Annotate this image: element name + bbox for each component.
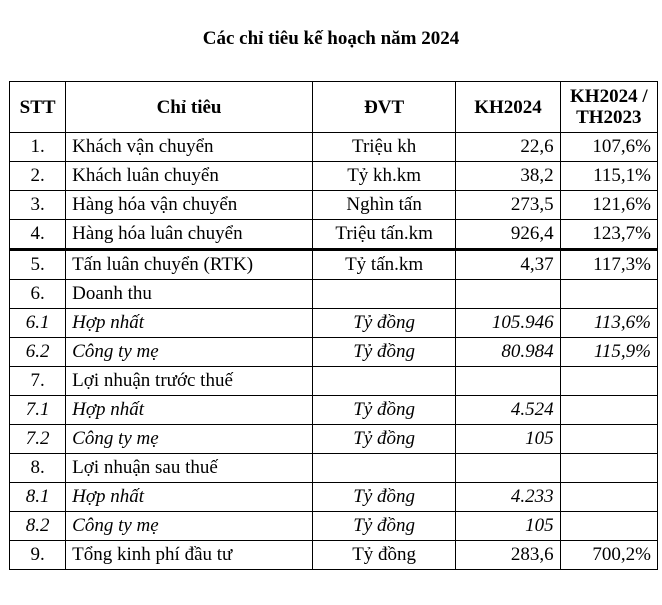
row-unit [312,280,455,309]
row-stt: 6.2 [10,338,66,367]
row-unit: Triệu tấn.km [312,220,455,250]
header-ratio-line1: KH2024 / [570,86,648,107]
row-unit: Tỷ đồng [312,338,455,367]
table-row [10,133,658,162]
plan-targets-table [9,81,658,570]
row-name: Hàng hóa luân chuyển [66,220,313,250]
row-unit [312,454,455,483]
row-name: Tổng kinh phí đầu tư [66,541,313,570]
row-name: Hợp nhất [66,309,313,338]
row-ratio: 123,7% [560,220,657,250]
row-ratio: 700,2% [560,541,657,570]
table-row [10,454,658,483]
header-plan: KH2024 [456,82,560,133]
table-row [10,483,658,512]
table-row [10,425,658,454]
row-ratio: 115,1% [560,162,657,191]
header-ratio-line2: TH2023 [576,107,642,128]
row-stt: 5. [10,250,66,280]
table-body [10,133,658,570]
row-ratio [560,425,657,454]
row-stt: 6.1 [10,309,66,338]
row-stt: 8.1 [10,483,66,512]
row-unit: Nghìn tấn [312,191,455,220]
row-plan: 4.524 [456,396,560,425]
row-plan: 105.946 [456,309,560,338]
row-plan: 4,37 [456,250,560,280]
row-stt: 8. [10,454,66,483]
document-title: Các chỉ tiêu kế hoạch năm 2024 [202,28,460,49]
row-name: Công ty mẹ [66,338,313,367]
row-plan: 4.233 [456,483,560,512]
row-plan [456,454,560,483]
table-row [10,250,658,280]
row-unit: Tỷ đồng [312,512,455,541]
row-unit: Tỷ đồng [312,425,455,454]
row-name: Công ty mẹ [66,512,313,541]
row-stt: 6. [10,280,66,309]
row-name: Khách luân chuyển [66,162,313,191]
row-name: Lợi nhuận trước thuế [66,367,313,396]
row-ratio [560,512,657,541]
row-ratio [560,280,657,309]
row-ratio: 115,9% [560,338,657,367]
row-unit: Tỷ đồng [312,309,455,338]
row-name: Hàng hóa vận chuyển [66,191,313,220]
table-row [10,338,658,367]
row-name: Hợp nhất [66,483,313,512]
row-unit: Tỷ tấn.km [312,250,455,280]
row-stt: 3. [10,191,66,220]
row-stt: 1. [10,133,66,162]
row-name: Doanh thu [66,280,313,309]
header-stt: STT [10,82,66,133]
table-row [10,367,658,396]
table-row [10,220,658,250]
row-plan [456,367,560,396]
row-plan: 105 [456,512,560,541]
row-ratio: 121,6% [560,191,657,220]
row-name: Hợp nhất [66,396,313,425]
header-name: Chỉ tiêu [66,82,313,133]
row-ratio [560,367,657,396]
row-stt: 9. [10,541,66,570]
row-ratio: 113,6% [560,309,657,338]
row-stt: 8.2 [10,512,66,541]
row-plan: 926,4 [456,220,560,250]
table-row [10,396,658,425]
row-plan [456,280,560,309]
row-unit: Triệu kh [312,133,455,162]
row-name: Công ty mẹ [66,425,313,454]
row-plan: 283,6 [456,541,560,570]
table-row [10,191,658,220]
table-header-row [10,82,658,133]
row-unit: Tỷ đồng [312,396,455,425]
row-plan: 273,5 [456,191,560,220]
row-name: Lợi nhuận sau thuế [66,454,313,483]
header-unit: ĐVT [312,82,455,133]
row-unit: Tỷ kh.km [312,162,455,191]
row-name: Tấn luân chuyển (RTK) [66,250,313,280]
row-stt: 2. [10,162,66,191]
table-row [10,541,658,570]
row-ratio: 107,6% [560,133,657,162]
row-stt: 4. [10,220,66,250]
row-ratio: 117,3% [560,250,657,280]
row-stt: 7.1 [10,396,66,425]
row-unit: Tỷ đồng [312,483,455,512]
row-unit [312,367,455,396]
row-ratio [560,454,657,483]
row-stt: 7.2 [10,425,66,454]
table-row [10,280,658,309]
table-row [10,309,658,338]
row-ratio [560,483,657,512]
table-row [10,162,658,191]
table-row [10,512,658,541]
row-plan: 80.984 [456,338,560,367]
row-name: Khách vận chuyển [66,133,313,162]
row-plan: 38,2 [456,162,560,191]
row-ratio [560,396,657,425]
row-plan: 22,6 [456,133,560,162]
row-unit: Tỷ đồng [312,541,455,570]
row-stt: 7. [10,367,66,396]
header-ratio [560,82,657,133]
row-plan: 105 [456,425,560,454]
